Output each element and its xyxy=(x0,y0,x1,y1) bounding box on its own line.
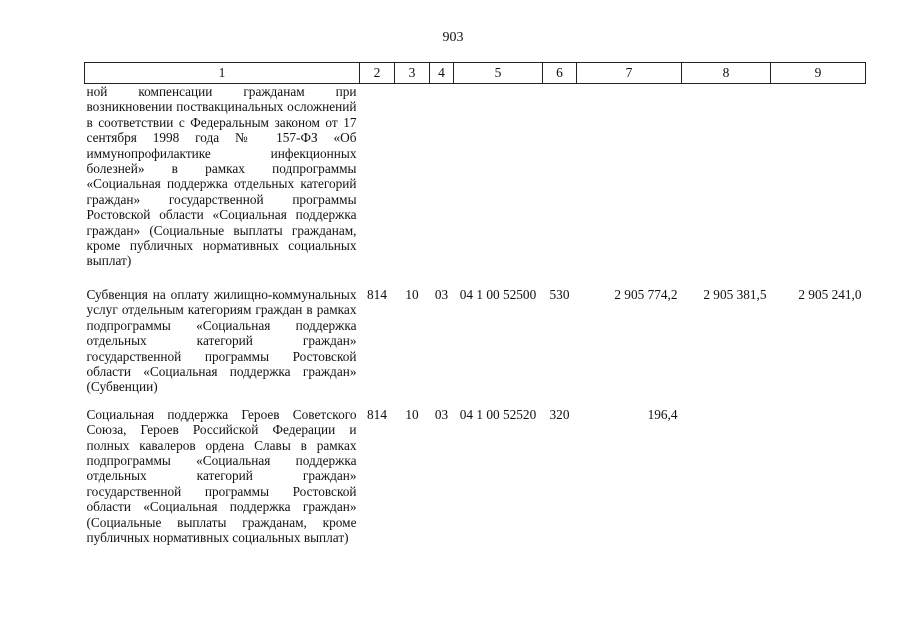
cell-ministry-code xyxy=(360,84,395,287)
header-col-7: 7 xyxy=(577,63,682,84)
cell-target-article: 04 1 00 52520 xyxy=(459,406,537,422)
cell-subsection: 03 xyxy=(434,286,449,302)
table-row xyxy=(85,84,866,287)
cell-section: 10 xyxy=(405,406,419,422)
budget-table xyxy=(84,62,866,545)
cell-expense-type: 320 xyxy=(549,406,570,422)
row-description: ной компенсации гражданам при возникновении поствакцинальных осложнений в соответствии с Федеральным законом от 17 сентября 1998 года № 157-ФЗ «Об иммунопрофилактике инфекционных болезней» в рамках подпрограммы «Социальная поддержка отдельных категорий граждан» государственной программы Ростовской области «Социальная поддержка граждан» (Социальные выплаты гражданам, кроме публичных нормативных социальных выплат) xyxy=(86,84,357,269)
cell-amount-3: 2 905 241,0 xyxy=(798,286,862,302)
header-col-1: 1 xyxy=(85,63,360,84)
cell-amount-2 xyxy=(682,407,771,546)
page-number: 903 xyxy=(442,30,464,45)
cell-amount-3 xyxy=(771,84,866,287)
cell-expense-type: 530 xyxy=(549,286,570,302)
header-col-2: 2 xyxy=(360,63,395,84)
table-row xyxy=(85,407,866,546)
cell-subsection xyxy=(430,84,454,287)
table-header-row xyxy=(85,63,866,84)
cell-target-article xyxy=(454,84,543,287)
header-col-4: 4 xyxy=(430,63,454,84)
cell-amount-1 xyxy=(577,84,682,287)
cell-amount-2 xyxy=(682,84,771,287)
cell-amount-1: 2 905 774,2 xyxy=(614,286,678,302)
cell-ministry-code: 814 xyxy=(367,286,387,302)
header-col-6: 6 xyxy=(543,63,577,84)
cell-amount-2: 2 905 381,5 xyxy=(703,286,767,302)
header-col-3: 3 xyxy=(395,63,430,84)
table-row xyxy=(85,287,866,407)
cell-section xyxy=(395,84,430,287)
header-col-9: 9 xyxy=(771,63,866,84)
cell-expense-type xyxy=(543,84,577,287)
header-col-5: 5 xyxy=(454,63,543,84)
cell-amount-3 xyxy=(771,407,866,546)
header-col-8: 8 xyxy=(682,63,771,84)
row-description: Субвенция на оплату жилищно-коммунальных услуг отдельным категориям граждан в рамках подпрограммы «Социальная поддержка отдельных категорий граждан» государственной программы Ростовской области «Социальная поддержка граждан» (Субвенции) xyxy=(86,286,357,395)
cell-ministry-code: 814 xyxy=(367,406,387,422)
cell-section: 10 xyxy=(405,286,419,302)
cell-subsection: 03 xyxy=(434,406,449,422)
cell-amount-1: 196,4 xyxy=(647,406,678,422)
row-description: Социальная поддержка Героев Советского Союза, Героев Российской Федерации и полных кавалеров ордена Славы в рамках подпрограммы «Социальная поддержка отдельных категорий граждан» государственной программы Ростовской области «Социальная поддержка граждан» (Социальные выплаты гражданам, кроме публичных нормативных социальных выплат) xyxy=(86,406,357,545)
cell-target-article: 04 1 00 52500 xyxy=(459,286,537,302)
